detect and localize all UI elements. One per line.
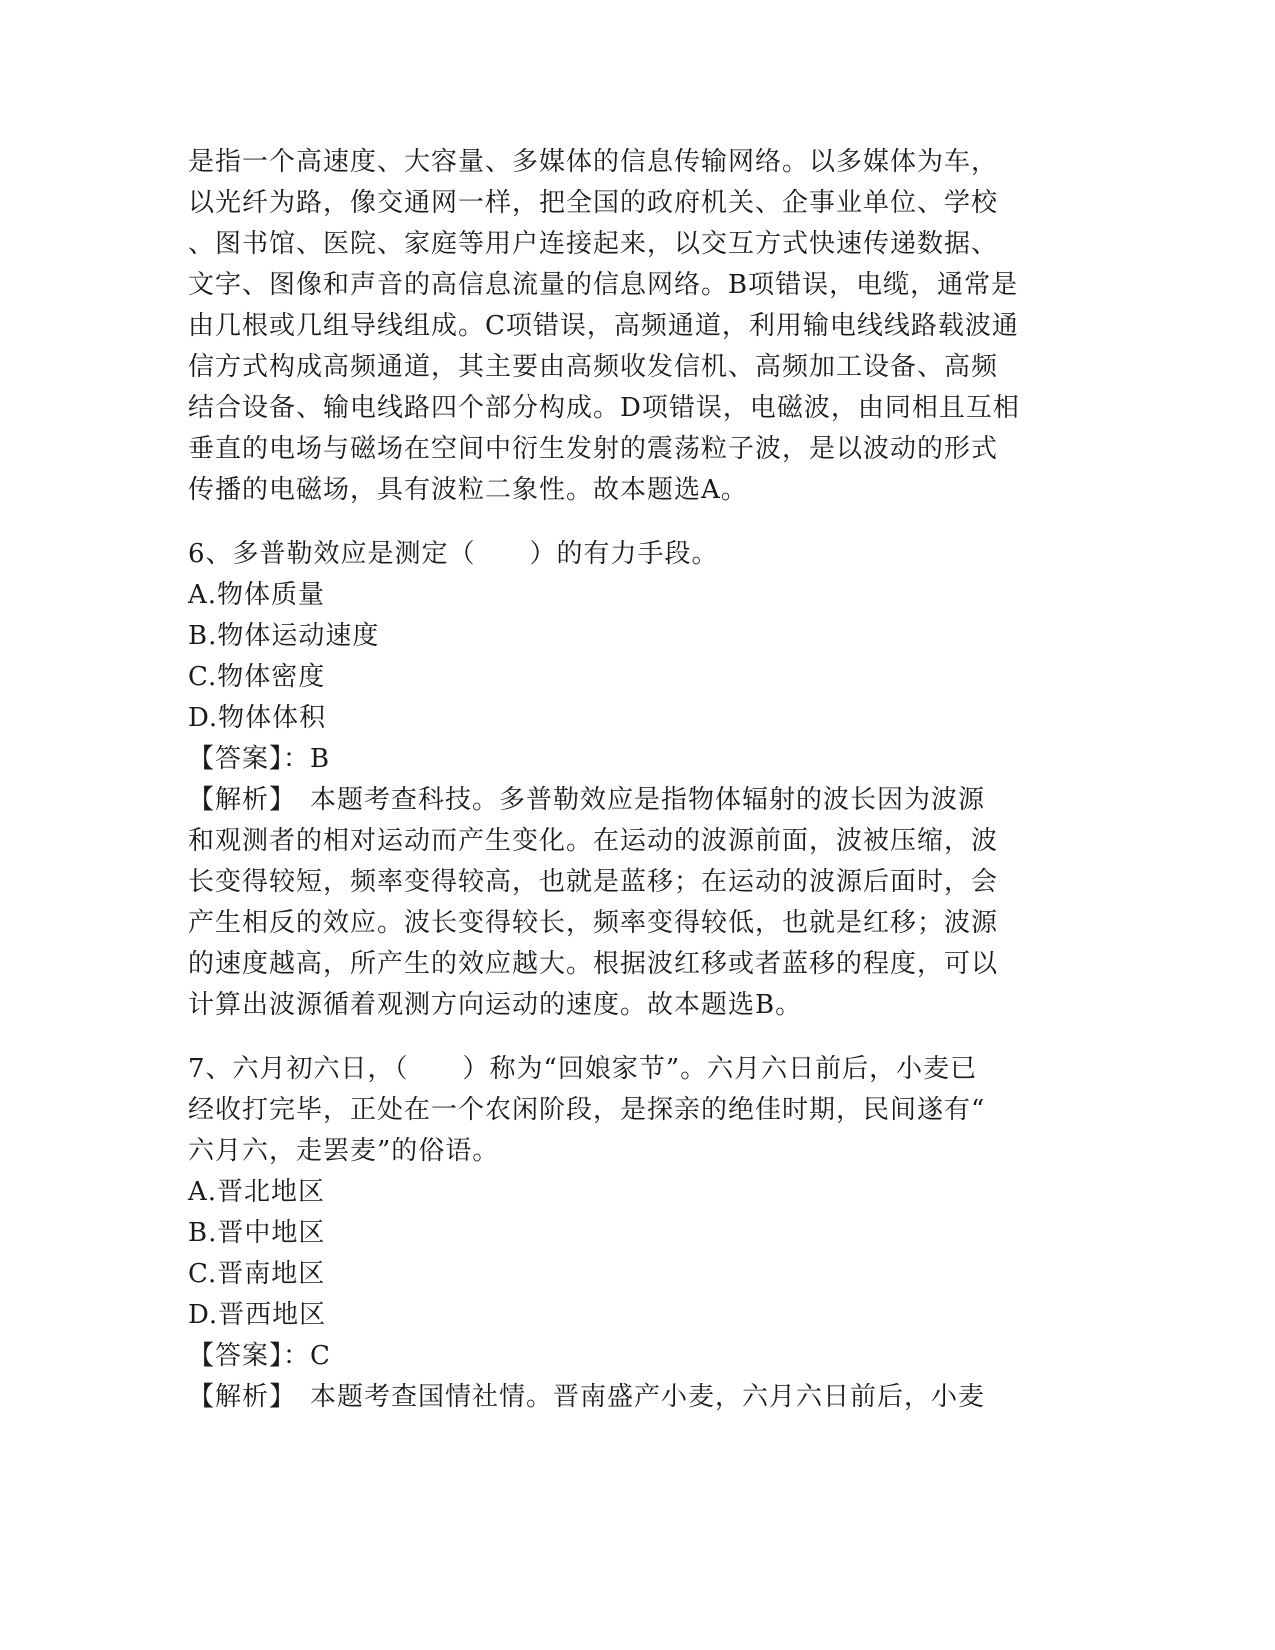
question-6-option-b: B.物体运动速度 (188, 621, 380, 651)
explanation-line: 、图书馆、医院、家庭等用户连接起来，以交互方式快速传递数据、 (188, 229, 999, 259)
question-7-stem: 经收打完毕，正处在一个农闲阶段，是探亲的绝佳时期，民间遂有“ (188, 1095, 986, 1125)
question-6-option-d: D.物体体积 (188, 703, 327, 733)
explanation-line: 传播的电磁场，具有波粒二象性。故本题选A。 (188, 475, 748, 505)
question-7-stem: 7、六月初六日，（ ）称为“回娘家节”。六月六日前后，小麦已 (188, 1054, 978, 1084)
question-7-option-c: C.晋南地区 (188, 1259, 326, 1289)
question-6-answer: 【答案】：B (188, 744, 331, 774)
explanation-line: 结合设备、输电线路四个部分构成。D项错误，电磁波，由同相且互相 (188, 393, 1020, 423)
question-7-option-b: B.晋中地区 (188, 1218, 326, 1248)
explanation-line: 文字、图像和声音的高信息流量的信息网络。B项错误，电缆，通常是 (188, 270, 1019, 300)
question-6-option-c: C.物体密度 (188, 662, 326, 692)
question-7-option-d: D.晋西地区 (188, 1300, 327, 1330)
question-6-explanation-line: 长变得较短，频率变得较高，也就是蓝移；在运动的波源后面时，会 (188, 867, 999, 897)
question-7-answer: 【答案】：C (188, 1341, 331, 1371)
question-6-option-a: A.物体质量 (188, 580, 326, 610)
explanation-line: 由几根或几组导线组成。C项错误，高频通道，利用输电线线路载波通 (188, 311, 1019, 341)
question-6-explanation-line: 计算出波源循着观测方向运动的速度。故本题选B。 (188, 990, 803, 1020)
explanation-line: 垂直的电场与磁场在空间中衍生发射的震荡粒子波，是以波动的形式 (188, 434, 999, 464)
question-6-explanation-line: 【解析】 本题考查科技。多普勒效应是指物体辐射的波长因为波源 (188, 785, 986, 815)
question-7-stem: 六月六，走罢麦”的俗语。 (188, 1136, 500, 1166)
explanation-line: 以光纤为路，像交通网一样，把全国的政府机关、企事业单位、学校 (188, 188, 999, 218)
question-6-explanation-line: 产生相反的效应。波长变得较长，频率变得较低，也就是红移；波源 (188, 908, 999, 938)
question-7-option-a: A.晋北地区 (188, 1177, 326, 1207)
question-6-stem: 6、多普勒效应是测定（ ）的有力手段。 (188, 539, 719, 569)
question-6-explanation-line: 的速度越高，所产生的效应越大。根据波红移或者蓝移的程度，可以 (188, 949, 999, 979)
question-6-explanation-line: 和观测者的相对运动而产生变化。在运动的波源前面，波被压缩，波 (188, 826, 999, 856)
question-7-explanation-line: 【解析】 本题考查国情社情。晋南盛产小麦，六月六日前后，小麦 (188, 1382, 986, 1412)
explanation-line: 信方式构成高频通道，其主要由高频收发信机、高频加工设备、高频 (188, 352, 999, 382)
explanation-line: 是指一个高速度、大容量、多媒体的信息传输网络。以多媒体为车， (188, 147, 999, 177)
